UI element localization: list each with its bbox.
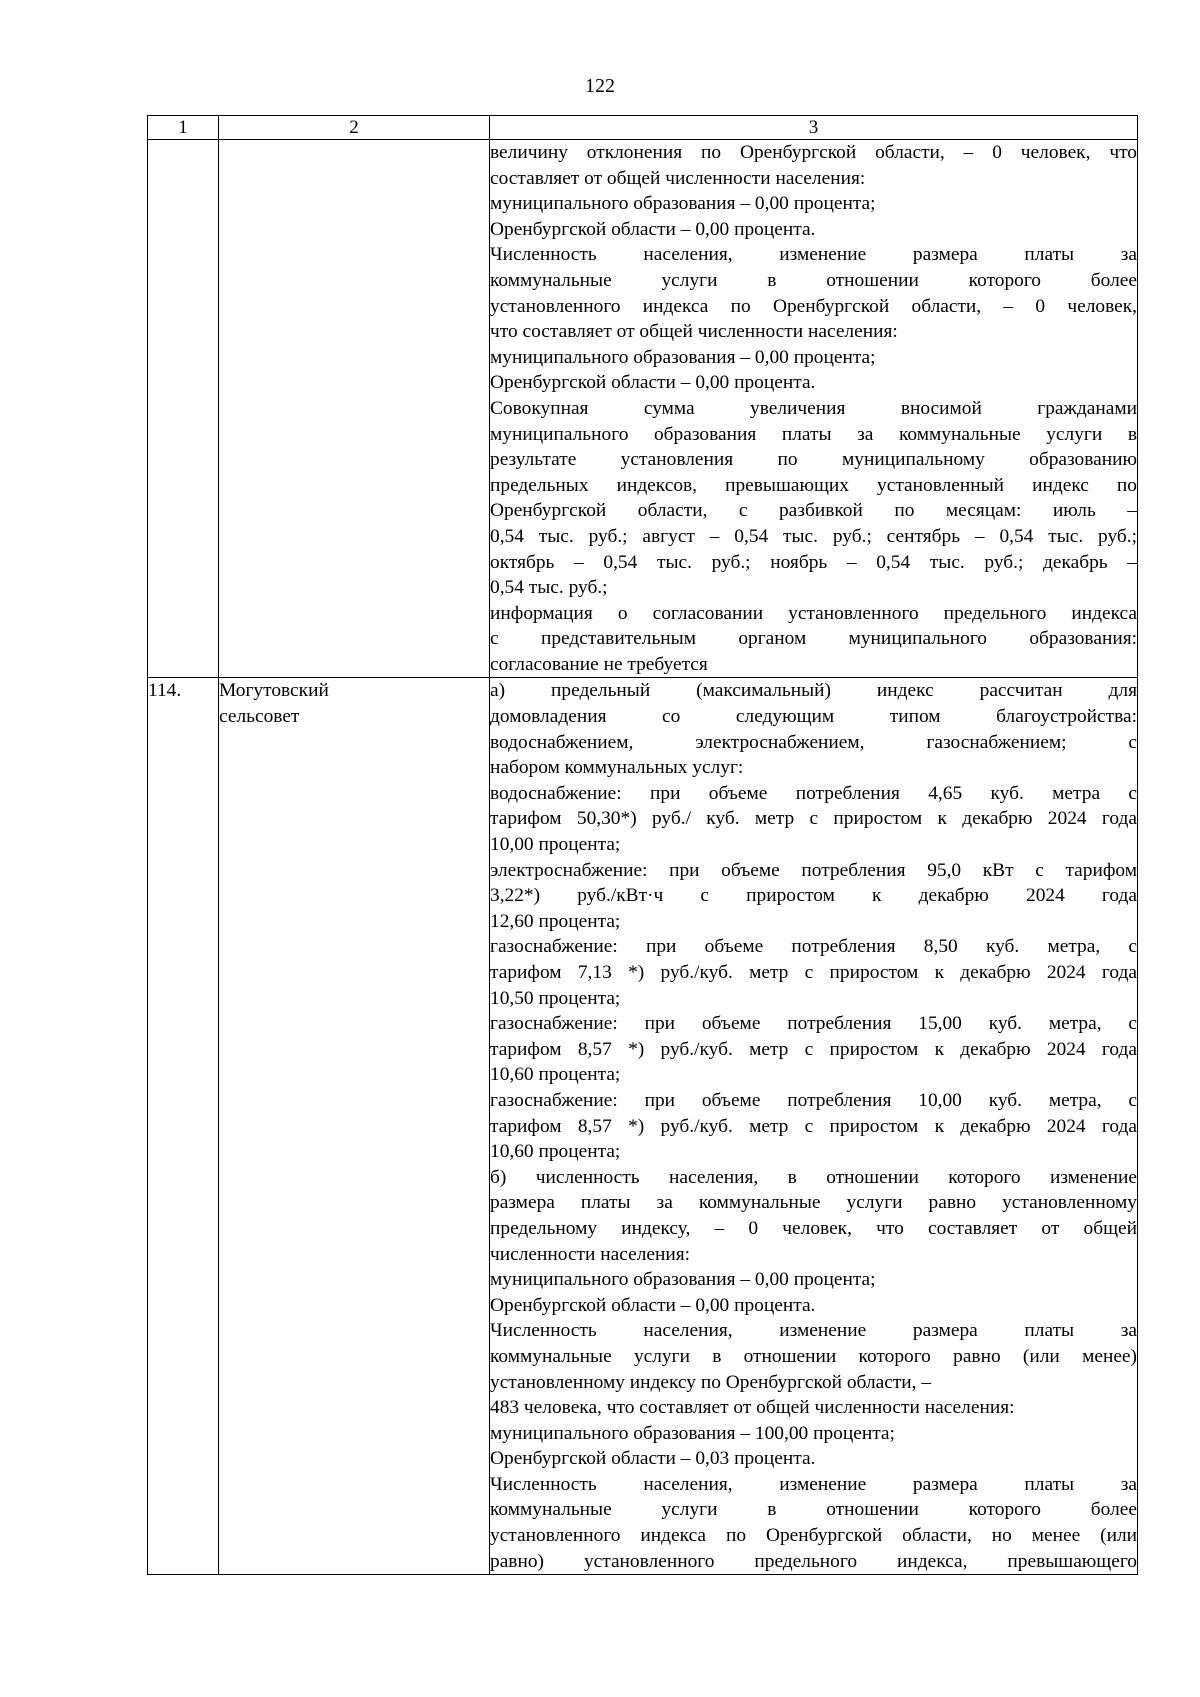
column-header-2: 2 [219,116,490,140]
text-line: Оренбургской области – 0,03 процента. [490,1448,816,1470]
text-line: коммунальные услуги в отношении которого более [490,269,1137,291]
text-line: муниципального образования – 100,00 процента; [490,1422,895,1444]
text-line: а) предельный (максимальный) индекс рассчитан для [490,680,1137,702]
text-line: водоснабжение: при объеме потребления 4,65 куб. метра с [490,782,1137,804]
text-line: газоснабжение: при объеме потребления 15,00 куб. метра, с [490,1013,1137,1035]
text-line: Совокупная сумма увеличения вносимой гражданами [490,397,1137,419]
text-line: 10,60 процента; [490,1141,621,1163]
row-name-cell [219,140,490,678]
text-line: муниципального образования – 0,00 процента; [490,346,876,368]
text-line: предельному индексу, – 0 человек, что составляет от общей [490,1217,1137,1239]
row-number-cell [148,140,219,678]
table-row-continued [148,140,1138,678]
text-line: установленного индекса по Оренбургской области, но менее (или [490,1525,1137,1547]
text-line: Оренбургской области – 0,00 процента. [490,1294,816,1316]
text-line: составляет от общей численности населения: [490,167,866,189]
text-line: набором коммунальных услуг: [490,757,744,779]
text-line: 3,22*) руб./кВт·ч с приростом к декабрю 2024 года [490,885,1137,907]
row-content-cell [490,678,1138,1575]
row-number-cell: 114. [148,678,219,1575]
text-line: газоснабжение: при объеме потребления 8,50 куб. метра, с [490,936,1137,958]
text-line: 0,54 тыс. руб.; [490,577,608,599]
table-row-114 [148,678,1138,1575]
row-content-cell [490,140,1138,678]
text-line: коммунальные услуги в отношении которого равно (или менее) [490,1345,1137,1367]
text-line: Численность населения, изменение размера платы за [490,244,1137,266]
text-line: информация о согласовании установленного предельного индекса [490,602,1137,624]
text-line: тарифом 8,57 *) руб./куб. метр с приростом к декабрю 2024 года [490,1038,1137,1060]
text-line: электроснабжение: при объеме потребления 95,0 кВт с тарифом [490,859,1137,881]
text-line: численности населения: [490,1243,691,1265]
text-line: 12,60 процента; [490,910,621,932]
text-line: 483 человека, что составляет от общей численности населения: [490,1397,1015,1419]
text-line: муниципального образования – 0,00 процента; [490,193,876,215]
text-line: муниципального образования – 0,00 процента; [490,1269,876,1291]
text-line: тарифом 50,30*) руб./ куб. метр с приростом к декабрю 2024 года [490,808,1137,830]
text-line: 0,54 тыс. руб.; август – 0,54 тыс. руб.; сентябрь – 0,54 тыс. руб.; [490,525,1137,547]
text-line: равно) установленного предельного индекса, превышающего [490,1550,1137,1572]
row-name-cell [219,678,490,1575]
column-header-1: 1 [148,116,219,140]
text-line: тарифом 7,13 *) руб./куб. метр с приростом к декабрю 2024 года [490,962,1137,983]
text-line: тарифом 8,57 *) руб./куб. метр с приростом к декабрю 2024 года [490,1115,1137,1137]
document-table [147,115,1138,1575]
text-line: с представительным органом муниципального образования: [490,628,1137,650]
text-line: 10,00 процента; [490,834,621,856]
municipality-name-line: сельсовет [219,706,300,728]
column-header-3: 3 [490,116,1138,140]
text-line: водоснабжением, электроснабжением, газоснабжением; с [490,731,1137,753]
text-line: газоснабжение: при объеме потребления 10,00 куб. метра, с [490,1089,1137,1111]
text-line: коммунальные услуги в отношении которого более [490,1499,1137,1521]
text-line: Оренбургской области – 0,00 процента. [490,372,816,394]
text-line: домовладения со следующим типом благоустройства: [490,706,1137,728]
text-line: предельных индексов, превышающих установленный индекс по [490,474,1137,496]
text-line: Оренбургской области, с разбивкой по месяцам: июль – [490,500,1137,522]
text-line: б) численность населения, в отношении которого изменение [490,1166,1137,1188]
text-line: Численность населения, изменение размера платы за [490,1473,1137,1495]
text-line: размера платы за коммунальные услуги равно установленному [490,1192,1137,1214]
text-line: 10,60 процента; [490,1064,621,1086]
text-line: установленного индекса по Оренбургской области, – 0 человек, [490,295,1137,317]
table-header-row [148,116,1138,140]
text-line: установленному индексу по Оренбургской области, – [490,1371,932,1393]
text-line: октябрь – 0,54 тыс. руб.; ноябрь – 0,54 тыс. руб.; декабрь – [490,551,1137,573]
text-line: муниципального образования платы за коммунальные услуги в [490,423,1137,445]
text-line: результате установления по муниципальному образованию [490,449,1137,471]
text-line: величину отклонения по Оренбургской области, – 0 человек, что [490,142,1137,163]
text-line: Оренбургской области – 0,00 процента. [490,218,816,240]
text-line: 10,50 процента; [490,987,621,1009]
text-line: что составляет от общей численности населения: [490,321,898,343]
municipality-name-line: Могутовский [219,680,329,702]
text-line: Численность населения, изменение размера платы за [490,1320,1137,1342]
page-number: 122 [585,75,615,97]
text-line: согласование не требуется [490,653,708,675]
